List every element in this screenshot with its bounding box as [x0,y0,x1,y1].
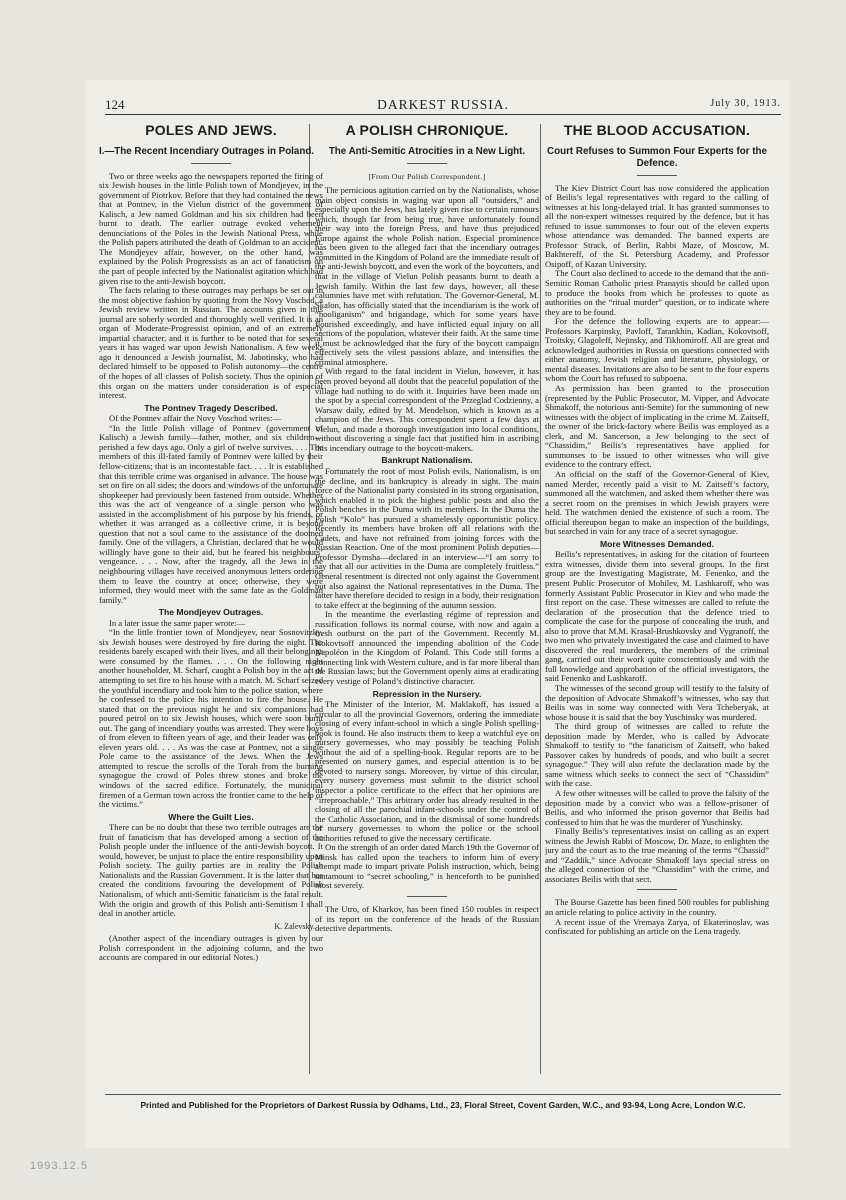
paragraph: As permission has been granted to the prosecution (represented by the Public Prosecutor, M. Vipper, and Advocate Shmakoff, the notorious anti-Semite) for the summoning of new witnesses with the object of implicating in the crime M. Zaitseff, the owner of the brick-factory where Beilis was employed as a clerk, and M. Sancerson, a Jew belonging to the sect of “Chassidim,” Beilis’s representatives have applied for summonses to be issued to other witnesses who will give evidence to the contrary effect. [545,383,769,470]
paragraph: Finally Beilis’s representatives insist on calling as an expert witness the Jewish Rabbi of Moscow, Dr. Maze, to enlighten the jury and the court as to the true meaning of the terms “Chassid” and “Zaddik,” since Advocate Shmakoff lays special stress on the alleged connection of the “Chassidim” with the crime, and associates Beilis with that sect. [545,826,769,884]
article-subtitle: I.—The Recent Incendiary Outrages in Poland. [99,145,315,157]
issue-date: July 30, 1913. [710,98,781,109]
paragraph: Of the Pontnev affair the Novy Voschod writes:— [109,413,282,424]
section-heading: Where the Guilt Lies. [168,811,254,822]
paragraph: In the meantime the everlasting régime of repression and russification follows its normal course, with now and again a fresh outburst on the part of the Government. Recently M. Kokovtsoff announced the impending abolition of the Code Napoléon in the Kingdom of Poland. This Code still forms a connecting link with Western culture, and is far more liberal than the Russian laws; but the Government openly aims at eradicating every vestige of Poland’s distinctive character. [315,609,539,686]
short-rule [637,175,677,176]
paragraph: The third group of witnesses are called to refute the deposition made by Merder, who is called by Advocate Shmakoff to testify to “the fanaticism of Zaitseff, who baked Passover cakes by hundreds of poods, and who built a secret synagogue.” They will also refute the declaration made by the same witness which seeks to connect the sect of “Chassidim” with the case. [545,721,769,789]
paragraph: The Minister of the Interior, M. Maklakoff, has issued a circular to all the provincial Governors, ordering the immediate closing of every infant-school in which a single Polish spelling-book is found. He also instructs them to keep a watchful eye on nursery governesses, who may possibly be teaching Polish without the aid of a spelling-book. Regular reports are to be presented on nursery games, and especial attention is to be devoted to nursery songs. Moreover, by virtue of this circular, every nursery governess must submit to the district school inspector a police certificate to the effect that her opinions are “irreproachable.” This arbitrary order has already resulted in the closing of all the parochial infant-schools under the control of the Catholic Association, and in the dismissal of some hundreds of nursery governesses to whom the police or the school authorities refused to give the necessary certificate. [315,699,539,843]
paragraph: Beilis’s representatives, in asking for the citation of fourteen extra witnesses, divide them into several groups. In the first group are the Investigating Magistrate, M. Fenenko, and the present Public Prosecutor of Mohilev, M. Lashkaroff, who was formerly Assistant Public Prosecutor in Kiev and who made the first report on the case. These witnesses are called to refute the declaration of the prosecution that the defence tried to complicate the case for the purpose of concealing the truth, and also to prove that M.M. Krasal-Brushkovsky and Vygranoff, the two men who privately investigated the case and claimed to have discovered the real murderers, the members of the criminal gang, carried out their work quite conscientiously and with the full knowledge and approbation of the official investigators, the said Fenenko and Lashkaroff. [545,549,769,684]
section-heading: More Witnesses Demanded. [599,538,715,549]
news-item: A recent issue of the Vremaya Zarya, of Ekaterinoslav, was confiscated for publishing an article on the Lena tragedy. [545,916,769,937]
masthead: DARKEST RUSSIA. [377,97,509,112]
short-rule [191,163,231,164]
paragraph: A few other witnesses will be called to prove the falsity of the deposition made by a convict who was a fellow-prisoner of Beilis, and who informed the prison governor that Beilis had confessed to him that he was the murderer of Yuschinsky. [545,788,769,827]
paragraph: For the defence the following experts are to appear:—Professors Karpinsky, Pavloff, Tarankhin, Kadian, Kokovtsoff, Troitsky, Glagoleff, Nejinsky, and Tikhomiroff. All are great and acknowledged authorities in Russia on questions connected with either anatomy, Jewish religion and literature, physiology, or mental diseases. Invitations are also to be sent to the four experts whom the Court has refused to subpoena. [545,316,769,384]
paragraph: Two or three weeks ago the newspapers reported the firing of six Jewish houses in the little Polish town of Mondjeyev, in the government of Piotrkov. Before that they had contained the news that at Pontnev, in the Vielun district of the government of Kalisch, a Jew named Goldman and his six children had been burnt to death. The earlier outrage evoked vehement denunciations of the Poles in the Jewish National Press, while the Polish papers attributed the death of Goldman to an accident. The Mondjeyev affair, however, on the other hand, was explained by the Polish Progressists as an act of fanaticism on the part of people infected by the Nationalist agitation which had given rise to the anti-Jewish boycott. [99,170,323,286]
paragraph: An official on the staff of the Governor-General of Kiev, named Merder, recently paid a visit to M. Zaitseff’s factory, summoned all the watchmen, and asked them whether there was a secret room on the premises in which Jewish prayers were held. The watchmen denied the existence of such a room. The official thereupon began to make an inspection of the buildings, but searched in vain for any trace of a secret synagogue. [545,468,769,537]
column-poles-and-jews [99,124,323,1064]
news-item: The Bourse Gazette has been fined 500 roubles for publishing an article relating to police activity in the country. [545,897,769,918]
section-heading: Repression in the Nursery. [372,688,482,699]
short-rule [407,896,447,897]
article-subtitle: The Anti-Semitic Atrocities in a New Light. [328,145,526,157]
article-subtitle: Court Refuses to Summon Four Experts for the Defence. [547,145,767,169]
archive-pencil-mark: 1993.12.5 [30,1160,88,1172]
paragraph: The witnesses of the second group will testify to the falsity of the deposition of Advocate Shmakoff’s witnesses, who say that Beilis was in some way connected with Vera Tcheberyak, at whose house it is said that the boy Yuschinsky was murdered. [545,682,769,722]
signature: K. Zalevsky. [274,921,315,931]
column-polish-chronique [315,124,539,1104]
article-title: POLES AND JEWS. [145,124,277,138]
short-rule [407,163,447,164]
paragraph: “In the little Polish village of Pontnev (government of Kalisch) a Jewish family—father, mother, and six children—perished a few days ago. Only a girl of twelve survives. . . . The members of this ill-fated family of Pontnev were killed by their fellow-citizens; that is an incontestable fact. . . . It is established that this terrible crime was organised in advance. The house was set on fire on all sides; the doors and windows of the unfortunate shopkeeper had previously been fastened from outside. Whether this was the act of vengeance of a single person who was assisted in the accomplishment of his purpose by his friends, or whether it was arranged as a collective crime, it is beyond question that not a soul came to the assistance of the doomed family. One of the villagers, a Christian, declared that he would willingly have gone to their aid, but he feared his neighbours’ vengeance. . . . Now, after the tragedy, all the Jews in the neighbouring villages have received anonymous letters ordering them to leave the country at once; otherwise, they were informed, they would meet with the same fate as the Goldman family.” [99,422,323,605]
paragraph: The Court also declined to accede to the demand that the anti-Semitic Roman Catholic priest Pranaytis should be called upon to produce the books from which he professes to quote as authorities on the “ritual murder” question, or to indicate where they are to be found. [545,268,769,317]
column-blood-accusation [545,124,769,1084]
footer-rule [105,1094,781,1095]
page-header [105,97,781,113]
paragraph: On the strength of an order dated March 19th the Governor of Minsk has called upon the teachers to inform him of every attempt made to impart private Polish instruction, which, being tantamount to “secret schooling,” is henceforth to be punished most severely. [315,842,539,891]
paragraph: The facts relating to these outrages may perhaps be set out in the most objective fashion by quoting from the Novy Voschod, a Jewish review written in Russian. The accounts given in this journal are soberly worded and thoroughly well verified. It is an organ of Moderate-Progressist opinion, and of an extremely impartial character, and it is further to be noted that for several years it has waged war upon Jewish Nationalism. A few weeks ago it denounced a Jewish journalist, M. Jabotinsky, who had declared himself to be opposed to Polish autonomy—the centre of the hopes of all classes of Polish society. Thus the opinion of this organ on the matters under consideration is of especial interest. [99,285,323,401]
column-divider-2 [540,124,541,1074]
article-title: THE BLOOD ACCUSATION. [563,124,751,138]
paragraph: With regard to the fatal incident in Vielun, however, it has been proved beyond all doubt that the peaceful population of the village had nothing to do with it. Inquiries have been made on the spot by a special correspondent of the Przeglad Codzienny, a Warsaw daily, edited by M. Mendelson, which is known as a champion of the Jews. This correspondent spent a few days at Vielun, and made a thorough investigation into local conditions, without discovering a single fact that justified him in ascribing this incendiary outrage to the boycott-makers. [315,366,539,453]
printer-imprint: Printed and Published for the Proprietors of Darkest Russia by Odhams, Ltd., 23, Floral Street, Covent Garden, W.C., and 93-94, Long Acre, London W.C. [140,1100,746,1110]
paragraph: The Kiev District Court has now considered the application of Beilis’s legal representatives with regard to the calling of witnesses at his long-delayed trial. It has granted summonses to all the non-expert witnesses required by the defence, but it has refused to issue summonses to four out of the eleven experts whose attendance was demanded. The banned experts are Professor Strack, of Berlin, Rabbi Maze, of Moscow, M. Bakhtereff, of the St. Petersburg Academy, and Professor Osipoff, of Kazan University. [545,182,769,269]
paragraph: There can be no doubt that these two terrible outrages are the fruit of fanaticism that has developed among a section of the Polish people under the influence of the anti-Jewish boycott. It would, however, be unjust to place the entire responsibility upon Polish society. The guilty parties are in reality the Polish Nationalists and the Russian Government. It is the latter that has created the conditions favouring the development of Polish Nationalism, of which anti-Semitic fanaticism is the fatal result. With the origin and growth of this Polish anti-Semitism I shall deal in another article. [99,822,323,919]
article-title: A POLISH CHRONIQUE. [345,124,509,138]
short-rule [637,889,677,890]
header-rule [105,114,781,115]
editorial-note: (Another aspect of the incendiary outrages is given by our Polish correspondent in the adjoining column, and the two accounts are compared in our editorial Notes.) [99,933,323,963]
page-number: 124 [105,97,125,112]
byline: [From Our Polish Correspondent.] [368,171,486,181]
paragraph: The pernicious agitation carried on by the Nationalists, whose main object consists in waging war upon all “outsiders,” and especially upon the Jews, has lately given rise to certain rumours which, though far from being true, have unfortunately found their way into the foreign Press, and have thus prejudiced Europe against the whole Polish nation. Especial prominence has been given to the alleged fact that the incendiary outrages committed in the Kingdom of Poland are the immediate result of the anti-Jewish boycott, and even the work of the boycotters, and that in the village of Vielun Polish peasants burnt to death a Jewish family. Within the last few days, however, all these calumnies have met with refutation. The Governor-General, M. Skalon, has officially stated that the incendiarism is the work of “hooliganism” and brigandage, which for some years have flourished exceedingly, and have inflicted equal injury on all sections of the population, whatever their faith. At the same time it must be acknowledged that the fury of the boycott campaign effectively sets the vilest passions ablaze, and intensifies the criminal atmosphere. [315,185,539,367]
paragraph: “In the little frontier town of Mondjeyev, near Sosnovitzky, six Jewish houses were destroyed by fire during the night. The residents barely escaped with their lives, and all their belongings were consumed by the flames. . . . On the following night another householder, M. Scharf, caught a Polish boy in the act of attempting to set fire to his house with a match. M. Scharf seized the youthful incendiary and took him to the police station, where he confessed to the police his intention to fire the house. He stated that on the previous night he and six companions had poured petrol on to six Jewish houses, which were soon burnt out. The gang of incendiary youths was arrested. They were boys of from eleven to fifteen years of age, and their leader was only eleven years old. . . . As was the case at Pontnev, not a single Pole came to the assistance of the Jews. When the Jews attempted to rescue the scrolls of the Torah from the burning synagogue the crowd of Poles threw stones and broke the windows of the sacred edifice. Fortunately, the municipal firemen of a German town across the frontier came to the help of the victims.” [99,627,323,810]
paragraph: In a later issue the same paper wrote:— [109,617,246,628]
section-heading: The Mondjeyev Outrages. [158,607,264,618]
section-heading: The Pontnev Tragedy Described. [144,402,278,413]
section-heading: Bankrupt Nationalism. [381,455,473,466]
news-item: The Utro, of Kharkov, has been fined 150 roubles in respect of its report on the conference of the heads of the Russian detective departments. [315,904,539,934]
paragraph: Fortunately the root of most Polish evils, Nationalism, is on the decline, and its bankruptcy is already in sight. The main force of the Nationalist party consisted in its strong organisation, which enabled it to pick the highest public posts and also the Polish benches in the Duma with its members. In the Duma the Polish “Kolo” has pursued a shamelessly opportunistic policy. Recently its members have broken off all relations with the Cadets, and have not refrained from joining forces with the Russian Reaction. One of the most prominent Polish deputies—Professor Dymsha—declared in an interview—“I am sorry to say that all our activities in the Duma are completely fruitless.” General resentment is directed not only against the Government but also against the National representatives in the Duma. The latter have therefore decided to resign in a body, their resignation to take effect at the beginning of the autumn session. [315,465,539,610]
